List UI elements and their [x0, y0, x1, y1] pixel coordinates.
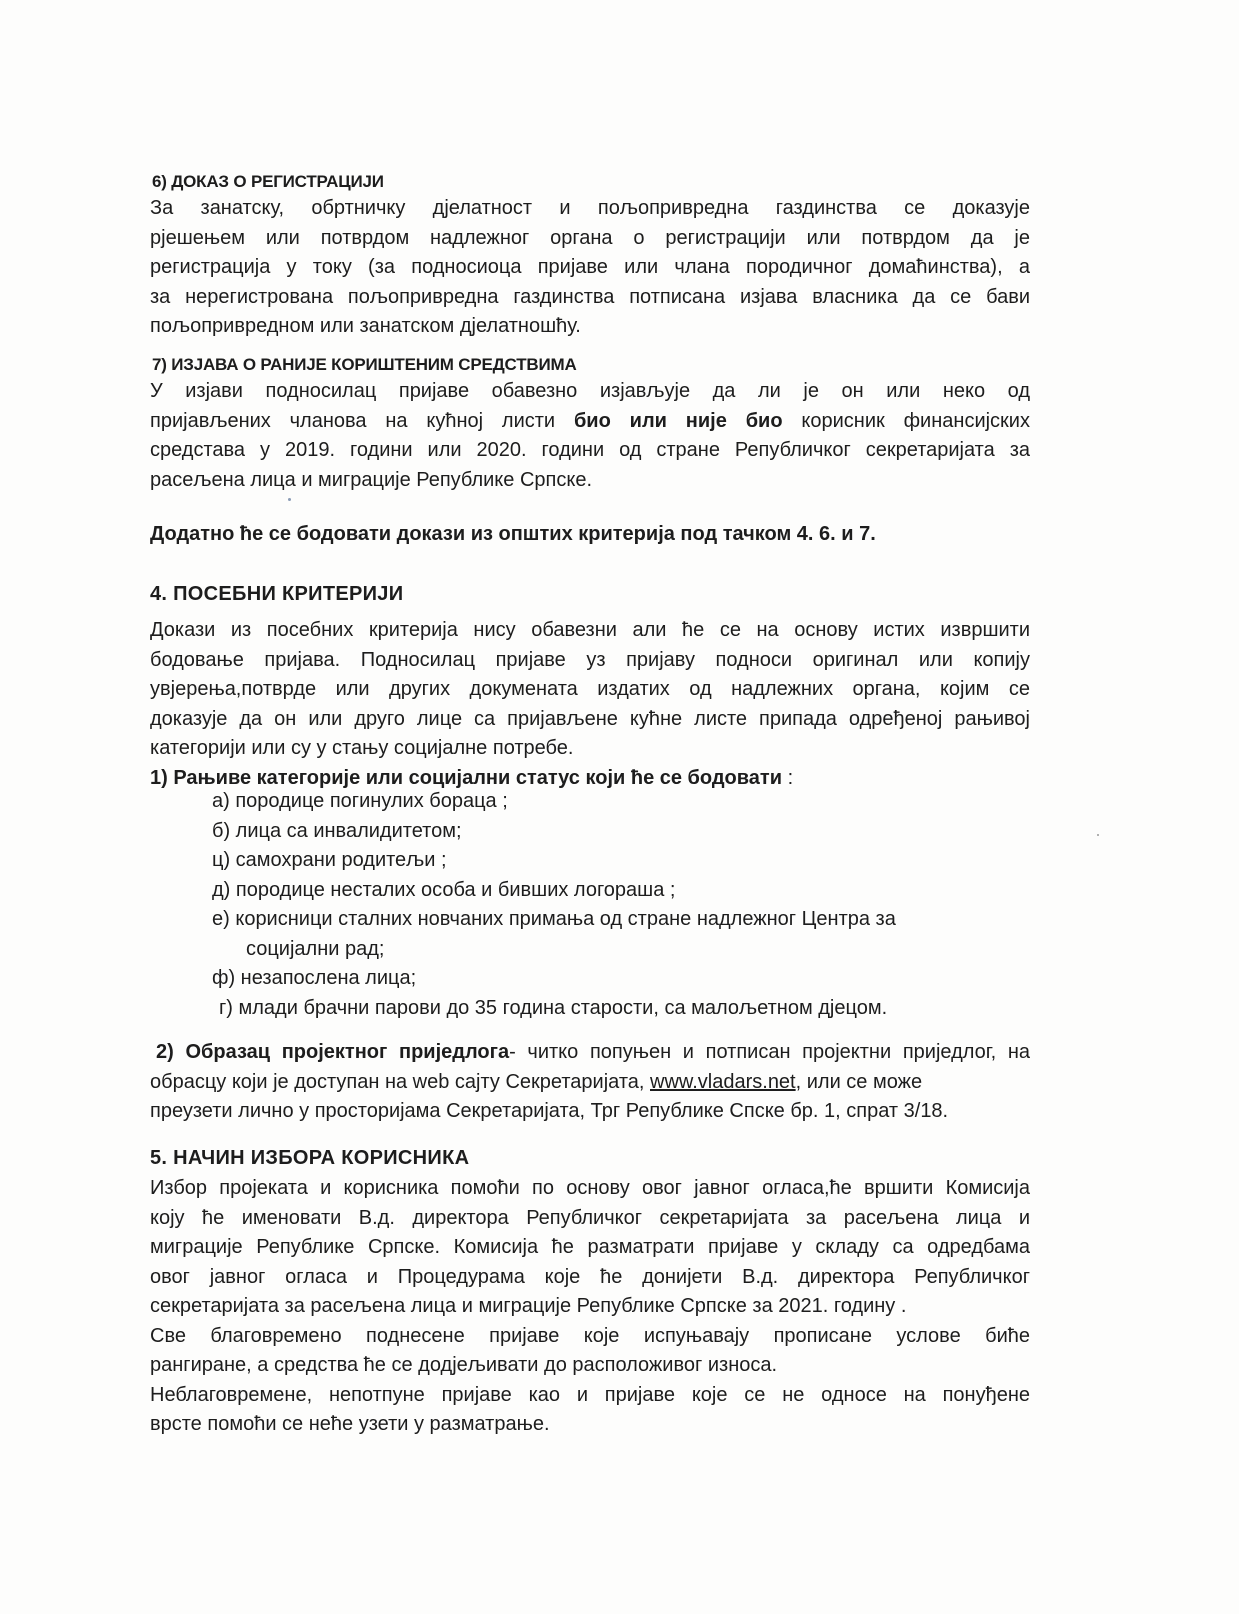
form-description: - читко попуњен и потписан пројектни приједлог, на: [509, 1041, 1031, 1063]
section-4-heading: 4. ПОСЕБНИ КРИТЕРИЈИ: [150, 583, 404, 605]
section-special-criteria: [150, 582, 1030, 793]
form-title: 2) Образац пројектног приједлога: [156, 1041, 510, 1063]
list-item: е) корисници сталних новчаних примања од стране надлежног Центра за: [212, 908, 896, 930]
section-6-heading: 6) ДОКАЗ О РЕГИСТРАЦИЈИ: [152, 172, 384, 191]
section-7-line-3: средстава у 2019. години или 2020. години од стране Републичког секретаријата за: [150, 439, 1030, 461]
list-item: ц) самохрани родитељи ;: [212, 849, 447, 871]
section-7-heading: 7) ИЗЈАВА О РАНИЈЕ КОРИШТЕНИМ СРЕДСТВИМА: [152, 355, 577, 374]
section-4-line-4: доказује да он или друго лице са пријављене кућне листе припада одређеној рањивој: [150, 707, 1030, 730]
section-6-line-4: за нерегистрована пољопривредна газдинства потписана изјава власника да се бави: [150, 285, 1030, 308]
section-5-line-7: рангиране, а средства ће се додјељивати до расположивог износа.: [150, 1354, 778, 1376]
section-registration-proof: [150, 172, 1030, 342]
section-5-line-1: Избор пројеката и корисника помоћи по основу овог јавног огласа,ће вршити Комисија: [150, 1177, 1030, 1199]
section-7-emphasis: био или није био: [573, 409, 783, 432]
section-6-line-2: рјешењем или потврдом надлежног органа о регистрацији или потврдом да је: [150, 226, 1030, 249]
section-5-line-8: Неблаговремене, непотпуне пријаве као и пријаве које се не односе на понуђене: [150, 1383, 1030, 1406]
section-7-line-2-end: корисник финансијских: [782, 409, 1030, 432]
section-5-line-3: миграције Републике Српске. Комисија ће разматрати пријаве у складу са одредбама: [150, 1236, 1030, 1258]
section-4-line-3: увјерења,потврде или других докумената издатих од надлежних органа, којим се: [150, 678, 1030, 700]
list-item: д) породице несталих особа и бивших логораша ;: [212, 878, 676, 901]
form-line-3: преузети лично у просторијама Секретаријата, Трг Републике Спске бр. 1, спрат 3/18.: [150, 1100, 949, 1122]
form-line-2-start: обрасцу који је доступан на web сајту Секретаријата,: [150, 1070, 650, 1093]
section-6-line-3: регистрација у току (за подносиоца пријаве или члана породичног домаћинства), а: [150, 256, 1030, 278]
section-5-heading: 5. НАЧИН ИЗБОРА КОРИСНИКА: [150, 1147, 470, 1169]
website-link[interactable]: www.vladars.net: [650, 1070, 796, 1093]
list-item: ф) незапослена лица;: [212, 967, 417, 989]
additional-scoring-note: Додатно ће се бодовати докази из општих критерија под тачком 4. 6. и 7.: [150, 523, 876, 545]
section-5-line-5: секретаријата за расељена лица и миграције Републике Српске за 2021. годину .: [150, 1295, 907, 1317]
vulnerable-categories-list: [212, 787, 1012, 1023]
scan-speck: [288, 498, 291, 501]
section-5-line-9: врсте помоћи се неће узети у разматрање.: [150, 1413, 550, 1435]
section-5-line-6: Све благовремено поднесене пријаве које испуњавају прописане услове биће: [150, 1324, 1030, 1347]
section-6-line-5: пољопривредном или занатском дјелатношћу.: [150, 315, 581, 337]
form-line-1: [150, 1038, 1030, 1068]
section-5-line-2: коју ће именовати В.д. директора Републичког секретаријата за расељена лица и: [150, 1206, 1030, 1229]
form-line-2-end: , или се може: [795, 1070, 923, 1093]
section-7-line-1: У изјави подносилац пријаве обавезно изјављује да ли је он или неко од: [150, 380, 1030, 402]
project-proposal-form: [150, 1038, 1030, 1127]
list-item: а) породице погинулих бораца ;: [212, 790, 508, 812]
section-4-line-5: категорији или су у стању социјалне потребе.: [150, 737, 574, 759]
list-item: г) млади брачни парови до 35 година старости, са малољетном дјецом.: [219, 996, 888, 1019]
vulnerable-categories-colon: :: [782, 766, 794, 789]
section-7-line-4: расељена лица и миграције Републике Српске.: [150, 468, 593, 491]
section-7-line-2-start: пријављених чланова на кућној листи: [150, 409, 574, 432]
list-item: б) лица са инвалидитетом;: [212, 819, 462, 842]
vulnerable-categories-title: 1) Рањиве категорије или социјални статус који ће се бодовати: [150, 766, 783, 789]
section-6-line-1: За занатску, обртничку дјелатност и пољопривредна газдинства се доказује: [150, 197, 1030, 219]
section-4-line-2: бодовање пријава. Подносилац пријаве уз пријаву подноси оригинал или копију: [150, 648, 1030, 671]
section-7-line-2: [150, 407, 1030, 437]
section-5-line-4: овог јавног огласа и Процедурама које ће донијети В.д. директора Републичког: [150, 1265, 1030, 1288]
scan-speck: [1097, 834, 1099, 836]
section-selection-method: [150, 1146, 1030, 1440]
form-line-2: [150, 1068, 1030, 1098]
additional-scoring-note-block: [150, 520, 1030, 550]
section-previous-funds-statement: [150, 355, 1030, 495]
list-item-continuation: социјални рад;: [246, 937, 385, 960]
section-4-line-1: Докази из посебних критерија нису обавезни али ће се на основу истих извршити: [150, 619, 1030, 641]
